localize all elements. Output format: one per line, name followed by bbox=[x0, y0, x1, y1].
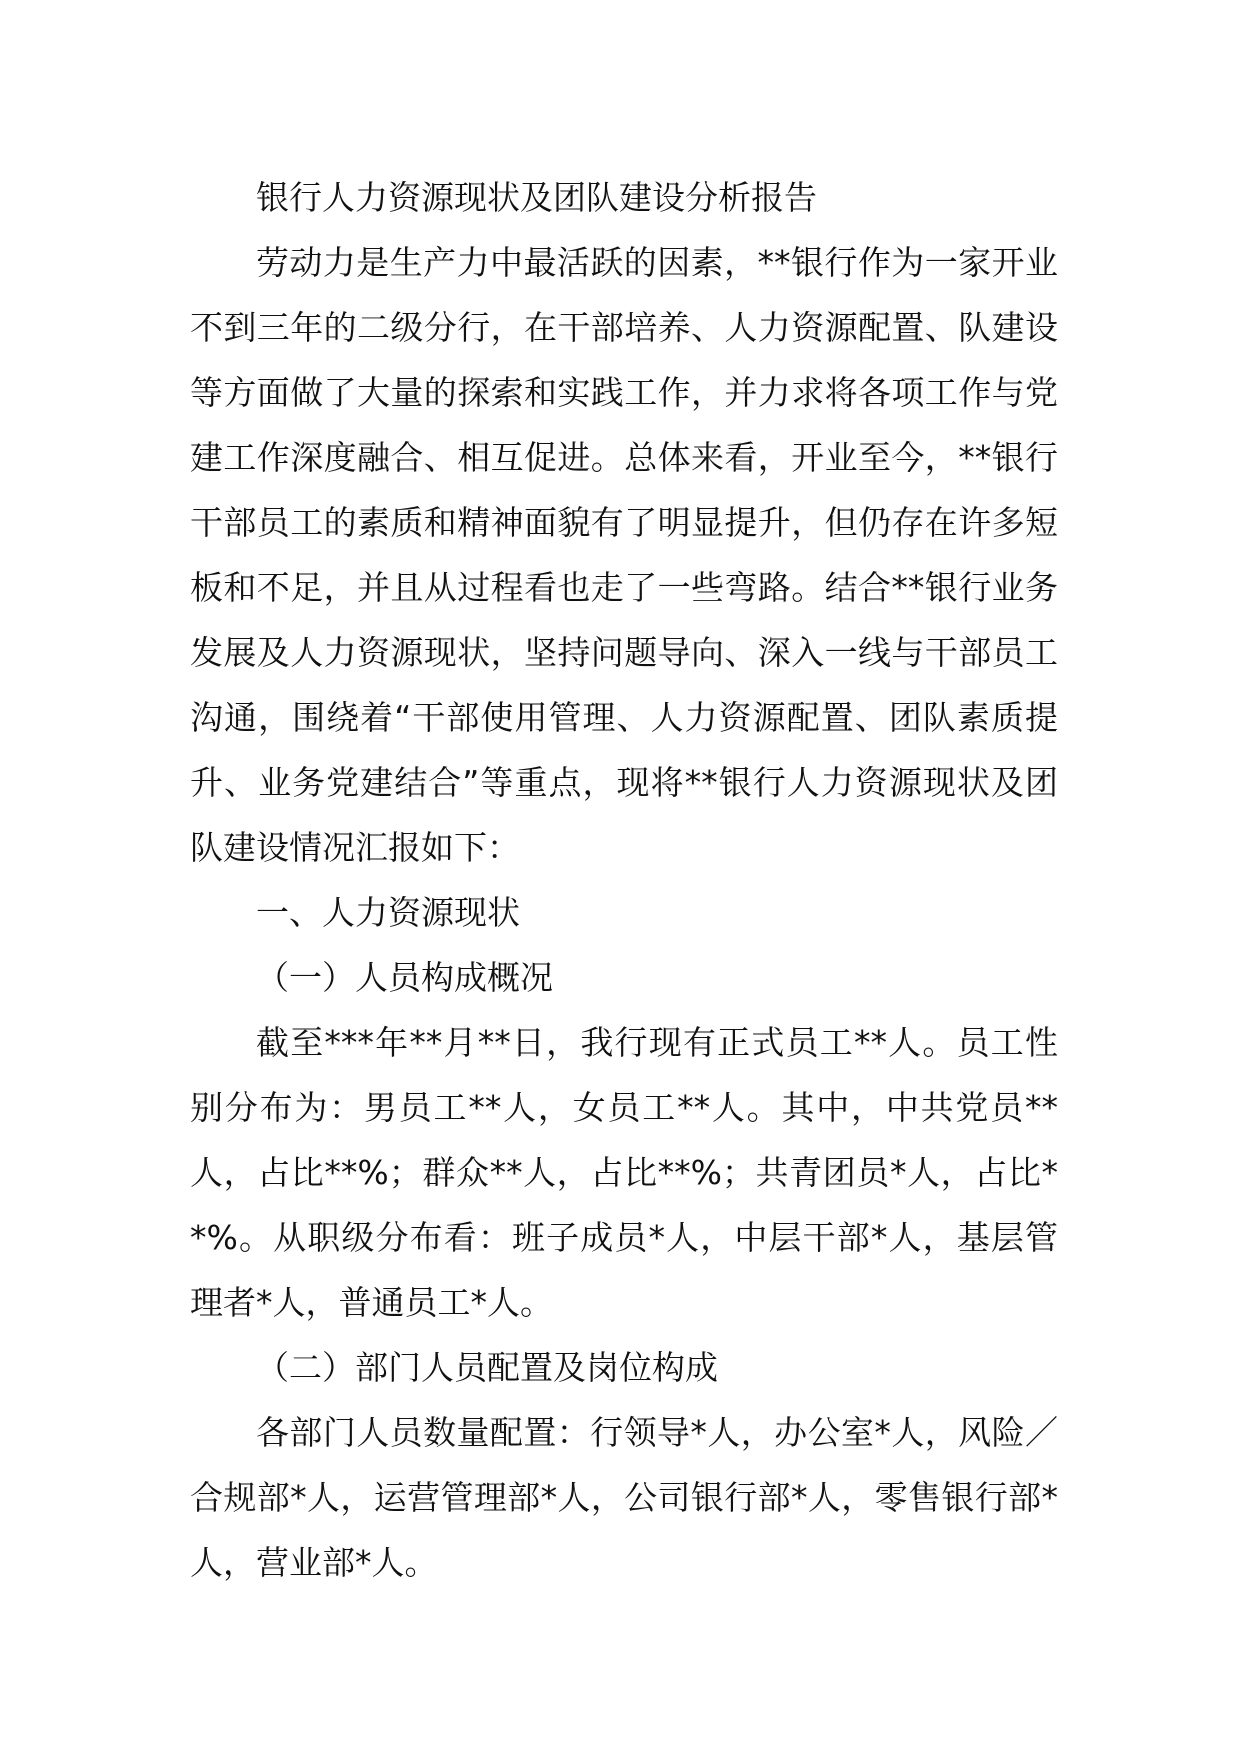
department-staffing-paragraph: 各部门人员数量配置：行领导*人，办公室*人，风险／合规部*人，运营管理部*人，公司银行部*人，零售银行部*人，营业部*人。 bbox=[190, 1413, 1058, 1582]
subsection-heading-staff-composition: （一）人员构成概况 bbox=[256, 958, 553, 997]
subsection-heading-department-staffing: （二）部门人员配置及岗位构成 bbox=[256, 1348, 718, 1387]
intro-paragraph: 劳动力是生产力中最活跃的因素，**银行作为一家开业不到三年的二级分行，在干部培养、人力资源配置、队建设等方面做了大量的探索和实践工作，并力求将各项工作与党建工作深度融合、相互促进。总体来看，开业至今，**银行干部员工的素质和精神面貌有了明显提升，但仍存在许多短板和不足，并且从过程看也走了一些弯路。结合**银行业务发展及人力资源现状，坚持问题导向、深入一线与干部员工沟通，围绕着“干部使用管理、人力资源配置、团队素质提升、业务党建结合”等重点，现将**银行人力资源现状及团队建设情况汇报如下： bbox=[190, 243, 1058, 867]
section-heading-hr-status: 一、人力资源现状 bbox=[256, 893, 520, 932]
staff-composition-paragraph: 截至***年**月**日，我行现有正式员工**人。员工性别分布为：男员工**人，女员工**人。其中，中共党员**人，占比**%；群众**人，占比**%；共青团员*人，占比**%。从职级分布看：班子成员*人，中层干部*人，基层管理者*人，普通员工*人。 bbox=[190, 1023, 1059, 1322]
document-page bbox=[190, 165, 1058, 1595]
document-title: 银行人力资源现状及团队建设分析报告 bbox=[256, 178, 817, 217]
